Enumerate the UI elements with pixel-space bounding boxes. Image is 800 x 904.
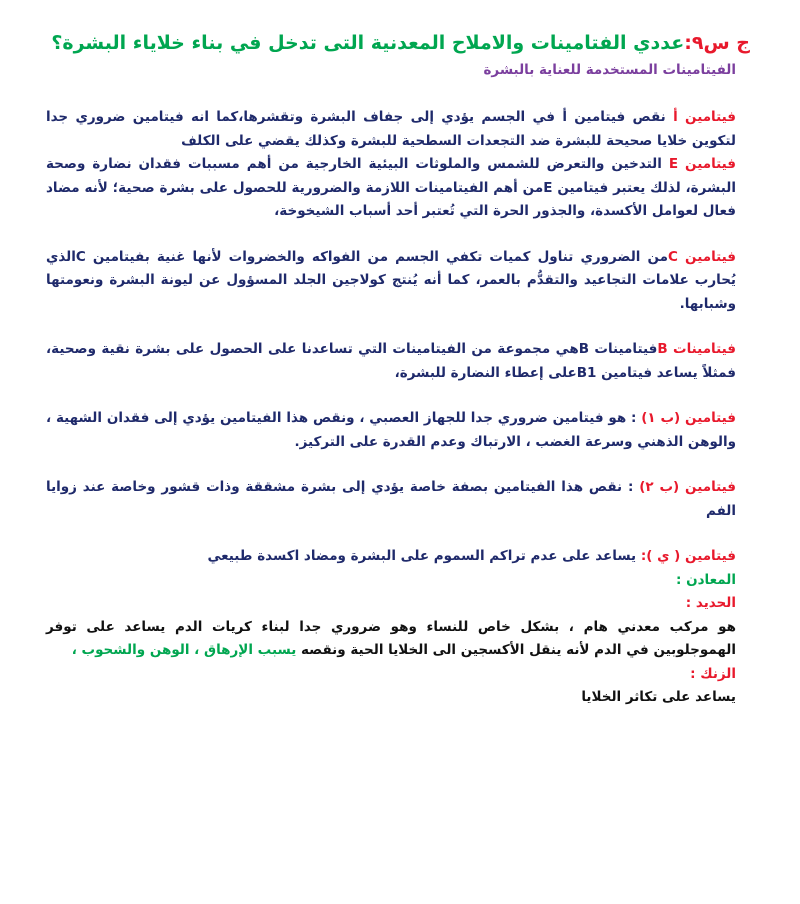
vitamin-e-text: التدخين والتعرض للشمس والملوثات البيئية الخارجية من أهم مسببات فقدان نضارة وصحة البشرة، لذلك يعتبر فيتامين Eمن أهم الفيتامينات اللازمة والضرورية للحصول على بشرة صحية؛ لأنه مضاد فعال لعوامل الأكسدة، والجذور الحرة التي تُعتبر أحد أسباب الشيخوخة، bbox=[46, 156, 736, 219]
vitamin-k-text: يساعد على عدم تراكم السموم على البشرة ومضاد اكسدة طبيعي bbox=[207, 548, 641, 564]
zinc-heading: الزنك : bbox=[690, 665, 736, 682]
paragraph-vitamin-b2 bbox=[46, 476, 736, 523]
vitamin-a-label: فيتامين أ bbox=[665, 109, 736, 125]
minerals-heading: المعادن : bbox=[676, 571, 736, 588]
paragraph-vitamin-a bbox=[46, 106, 736, 153]
question-text: عددي الفتامينات والاملاح المعدنية التى تدخل في بناء خلاياء البشرة؟ bbox=[51, 32, 685, 54]
vitamin-c-label: فيتامين C bbox=[668, 248, 736, 265]
iron-text: هو مركب معدني هام ، بشكل خاص للنساء وهو ضروري جدا لبناء كريات الدم يساعد على توفر الهموجلوبين في الدم لأنه ينقل الأكسجين الى الخلايا الحية ونقصه bbox=[46, 618, 736, 658]
vitamin-e-label: فيتامين E bbox=[661, 156, 737, 172]
iron-heading: الحديد : bbox=[685, 595, 736, 611]
document-body bbox=[46, 80, 736, 710]
vitamin-b2-text: : نقص هذا الفيتامين بصفة خاصة يؤدي إلى بشرة مشققة وذات قشور وخاصة عند زوايا الفم bbox=[46, 479, 736, 519]
vitamin-c-text: من الضروري تناول كميات تكفي الجسم من الفواكه والخضروات لأنها غنية بفيتامين Cالذي يُحارب علامات التجاعيد والتقدُّم بالعمر، كما أنه يُنتج كولاجين الجلد المسؤول عن ليونة البشرة ونعومتها وشبابها. bbox=[46, 248, 736, 312]
paragraph-vitamin-b bbox=[46, 338, 736, 385]
vitamin-k-label: فيتامين ( ي ): bbox=[640, 548, 736, 564]
question-number: ج س٩: bbox=[684, 32, 750, 54]
vitamin-a-text: نقص فيتامين أ في الجسم يؤدي إلى جفاف البشرة وتقشرها،كما انه فيتامين ضروري جدا لتكوين خلايا صحيحة للبشرة ضد التجعدات السطحية للبشرة وكذلك يقضي على الكلف bbox=[46, 109, 736, 149]
paragraph-vitamin-b1 bbox=[46, 407, 736, 454]
paragraph-vitamin-c bbox=[46, 246, 736, 317]
question-title bbox=[36, 30, 750, 57]
vitamin-b1-text: : هو فيتامين ضروري جدا للجهاز العصبي ، ونقص هذا الفيتامين يؤدي إلى فقدان الشهية ، والوهن الذهني وسرعة الغضب ، الارتباك وعدم القدرة على التركيز. bbox=[46, 410, 736, 450]
iron-cause-text: يسبب الإرهاق ، الوهن والشحوب ، bbox=[71, 642, 297, 658]
vitamin-b1-label: فيتامين (ب ١) bbox=[641, 410, 737, 426]
section-subtitle: الفيتامينات المستخدمة للعناية بالبشرة bbox=[483, 62, 736, 78]
vitamin-b2-label: فيتامين (ب ٢) bbox=[639, 479, 737, 495]
vitamin-b-label: فيتامينات B bbox=[657, 341, 736, 357]
vitamin-b-text: فيتامينات Bهي مجموعة من الفيتامينات التي تساعدنا على الحصول على بشرة نقية وصحية، فمثلاً يساعد فيتامين B1على إعطاء النضارة للبشرة، bbox=[46, 341, 736, 381]
zinc-text: يساعد على تكاثر الخلايا bbox=[581, 689, 736, 705]
paragraph-vitamin-e bbox=[46, 153, 736, 224]
paragraph-vitamin-k bbox=[46, 545, 736, 569]
paragraph-iron bbox=[46, 616, 736, 663]
